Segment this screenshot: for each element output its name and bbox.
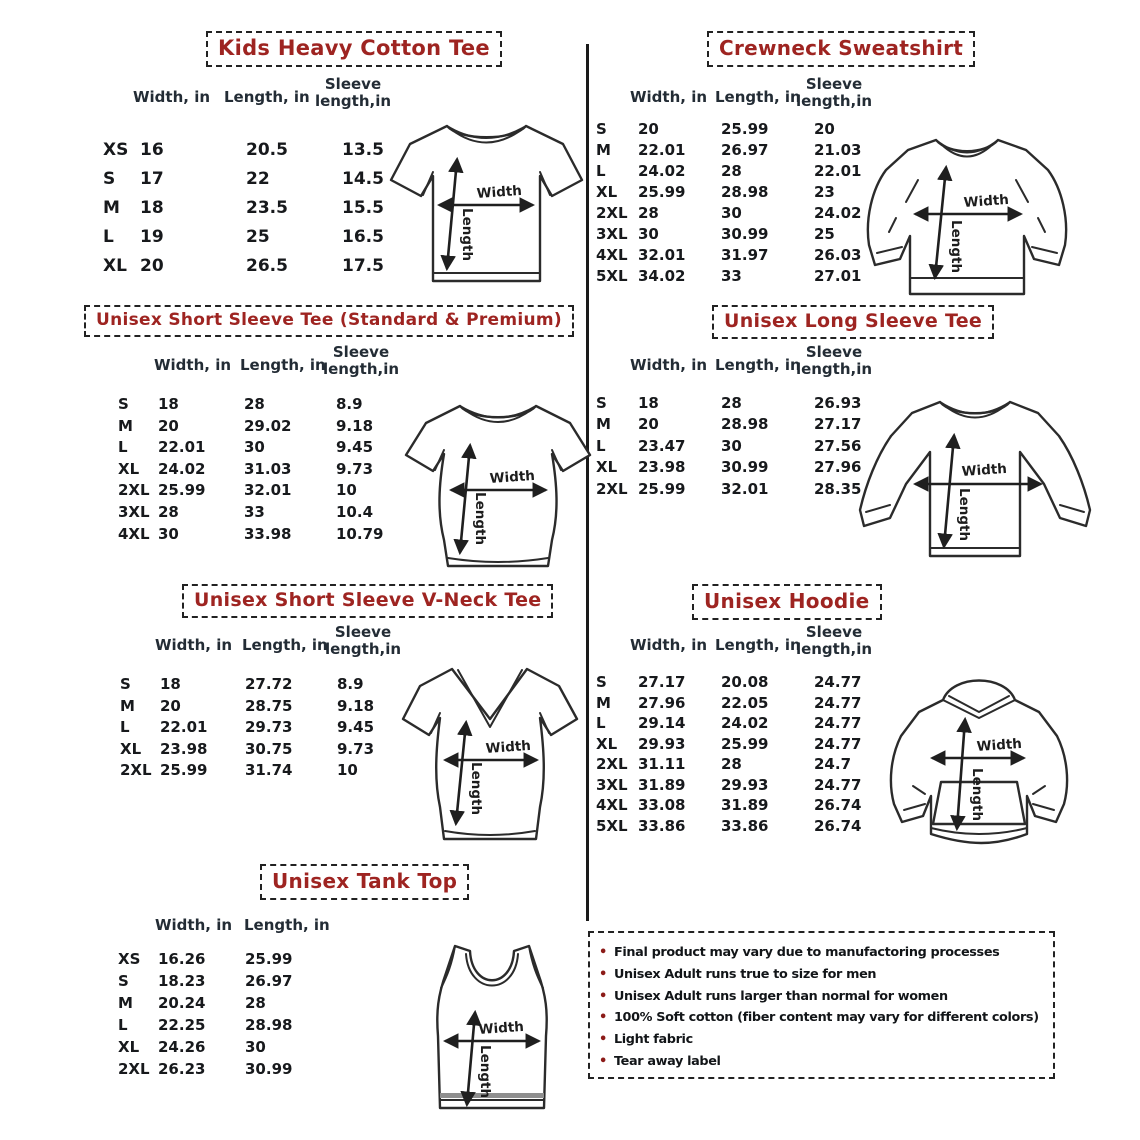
bullet-icon: •	[599, 988, 607, 1004]
bullet-icon: •	[599, 945, 607, 960]
size-label: L	[596, 714, 606, 732]
length-value: 29.02	[244, 416, 292, 435]
note-text: Unisex Adult runs true to size for men	[613, 966, 877, 982]
column-header-width: Width, in	[154, 356, 232, 374]
length-value: 32.01	[721, 479, 769, 498]
width-value: 20	[638, 120, 659, 138]
product-notes-box	[588, 931, 1055, 1079]
size-label: 2XL	[596, 755, 628, 773]
sleeve-value: 14.5	[342, 169, 384, 189]
sleeve-value: 24.77	[814, 734, 862, 753]
width-arrow-label: Width	[976, 735, 1023, 755]
width-value: 17	[140, 169, 164, 189]
width-value: 24.02	[158, 459, 206, 478]
width-value: 30	[638, 225, 659, 243]
width-arrow-label: Width	[489, 467, 536, 487]
note-item	[599, 1051, 1047, 1073]
sleeve-value: 26.93	[814, 394, 862, 412]
size-label: L	[118, 438, 128, 457]
length-value: 20.08	[721, 673, 769, 691]
sleeve-value: 17.5	[342, 256, 384, 276]
width-arrow-label: Width	[485, 737, 532, 757]
column-header-sleeve: Sleeve length,in	[795, 75, 873, 110]
width-value: 25.99	[638, 479, 686, 498]
sleeve-value: 24.77	[814, 714, 862, 732]
sleeve-value: 9.18	[336, 416, 374, 435]
width-value: 30	[158, 524, 179, 543]
length-value: 23.5	[246, 198, 288, 218]
column-header-length: Length, in	[715, 356, 801, 374]
bullet-icon: •	[599, 1032, 607, 1048]
width-arrow-label: Width	[478, 1018, 525, 1038]
length-value: 31.89	[721, 796, 769, 814]
column-header-width: Width, in	[630, 636, 708, 654]
sleeve-value: 26.03	[814, 246, 862, 264]
width-arrow-label: Width	[476, 182, 523, 202]
size-label: 4XL	[118, 524, 150, 543]
length-value: 30	[721, 436, 742, 455]
tank-top-illustration	[415, 938, 567, 1128]
length-value: 28	[244, 395, 265, 413]
bullet-icon: •	[599, 966, 607, 982]
sleeve-value: 13.5	[342, 140, 384, 160]
size-label: L	[596, 162, 606, 180]
table-title: Kids Heavy Cotton Tee	[206, 31, 502, 67]
width-value: 20	[140, 256, 164, 276]
sleeve-value: 10	[337, 761, 358, 780]
width-value: 20	[638, 415, 659, 434]
sleeve-value: 9.45	[336, 438, 374, 457]
sleeve-value: 24.7	[814, 755, 852, 773]
sleeve-value: 24.02	[814, 204, 862, 222]
column-header-length: Length, in	[242, 636, 328, 654]
size-label: S	[596, 673, 607, 691]
width-value: 33.86	[638, 816, 686, 835]
sleeve-value: 21.03	[814, 141, 862, 159]
length-value: 26.97	[245, 972, 293, 990]
sleeve-value: 8.9	[336, 395, 363, 413]
length-value: 28	[721, 755, 742, 773]
sleeve-value: 20	[814, 120, 835, 138]
length-arrow-label: Length	[472, 492, 488, 546]
sleeve-value: 27.56	[814, 436, 862, 455]
width-value: 20.24	[158, 994, 206, 1012]
length-value: 33.98	[244, 524, 292, 543]
size-label: M	[120, 696, 135, 715]
column-header-sleeve: Sleeve length,in	[795, 343, 873, 378]
length-value: 26.97	[721, 141, 769, 159]
width-value: 25.99	[638, 183, 686, 201]
table-title: Crewneck Sweatshirt	[707, 31, 975, 67]
sleeve-value: 15.5	[342, 198, 384, 218]
size-label: XL	[596, 183, 618, 201]
width-value: 25.99	[160, 761, 208, 780]
column-header-sleeve: Sleeve length,in	[324, 623, 402, 658]
sleeve-value: 26.74	[814, 796, 862, 814]
length-value: 22.05	[721, 693, 769, 712]
sleeve-value: 9.18	[337, 696, 375, 715]
size-label: S	[118, 395, 129, 413]
width-value: 18	[160, 675, 181, 693]
size-label: L	[103, 227, 114, 247]
size-label: 5XL	[596, 267, 628, 285]
sleeve-value: 25	[814, 225, 835, 243]
width-value: 27.17	[638, 673, 686, 691]
column-header-length: Length, in	[244, 916, 330, 934]
size-label: XL	[118, 1038, 140, 1056]
width-arrow-label: Width	[963, 191, 1010, 211]
size-label: 2XL	[118, 481, 150, 500]
width-value: 29.93	[638, 734, 686, 753]
bullet-icon: •	[599, 1010, 607, 1026]
length-value: 30	[245, 1038, 266, 1056]
size-table-rows	[118, 950, 337, 1082]
column-header-width: Width, in	[630, 88, 708, 106]
fitted-tee-illustration	[398, 392, 598, 574]
width-value: 29.14	[638, 714, 686, 732]
width-value: 31.11	[638, 755, 686, 773]
length-arrow-label: Length	[459, 208, 475, 262]
width-value: 23.98	[160, 739, 208, 758]
long-sleeve-tee-illustration	[850, 388, 1098, 573]
table-title: Unisex Hoodie	[692, 584, 882, 620]
length-value: 20.5	[246, 140, 288, 160]
bullet-icon: •	[599, 1053, 607, 1069]
sleeve-value: 26.74	[814, 816, 862, 835]
length-arrow-label: Length	[969, 768, 985, 822]
size-label: M	[118, 416, 133, 435]
size-label: L	[596, 436, 606, 455]
note-item	[599, 1029, 1047, 1051]
size-label: XL	[596, 458, 618, 477]
length-value: 28.98	[245, 1016, 293, 1034]
note-text: Tear away label	[613, 1053, 721, 1069]
sleeve-value: 27.01	[814, 267, 862, 285]
sleeve-value: 10	[336, 481, 357, 500]
length-value: 28.98	[721, 415, 769, 434]
width-value: 18	[158, 395, 179, 413]
width-value: 20	[158, 416, 179, 435]
table-title: Unisex Short Sleeve V-Neck Tee	[182, 584, 553, 618]
width-value: 16.26	[158, 950, 206, 968]
sleeve-value: 27.17	[814, 415, 862, 434]
sleeve-value: 28.35	[814, 479, 862, 498]
note-item	[599, 964, 1047, 986]
length-value: 28	[721, 162, 742, 180]
length-value: 28.75	[245, 696, 293, 715]
width-value: 16	[140, 140, 164, 160]
size-label: S	[120, 675, 131, 693]
note-text: Final product may vary due to manufactoring processes	[613, 945, 1000, 960]
width-value: 27.96	[638, 693, 686, 712]
length-value: 30.75	[245, 739, 293, 758]
note-item	[599, 1007, 1047, 1029]
size-label: XL	[103, 256, 127, 276]
size-table-rows	[103, 140, 412, 285]
length-value: 30.99	[721, 225, 769, 243]
length-value: 33.86	[721, 816, 769, 835]
width-value: 22.01	[638, 141, 686, 159]
length-value: 22	[246, 169, 270, 189]
column-header-width: Width, in	[630, 356, 708, 374]
sleeve-value: 9.73	[337, 739, 375, 758]
size-label: M	[596, 141, 611, 159]
width-value: 34.02	[638, 267, 686, 285]
width-value: 28	[638, 204, 659, 222]
width-value: 22.01	[160, 718, 208, 737]
width-value: 19	[140, 227, 164, 247]
width-value: 23.98	[638, 458, 686, 477]
width-value: 18	[638, 394, 659, 412]
length-value: 28	[721, 394, 742, 412]
length-value: 27.72	[245, 675, 293, 693]
width-value: 18	[140, 198, 164, 218]
column-header-sleeve: Sleeve length,in	[795, 623, 873, 658]
size-label: 3XL	[596, 225, 628, 243]
width-value: 22.01	[158, 438, 206, 457]
note-text: 100% Soft cotton (fiber content may vary for different colors)	[613, 1010, 1039, 1026]
column-header-length: Length, in	[240, 356, 326, 374]
sleeve-value: 24.77	[814, 693, 862, 712]
size-label: 5XL	[596, 816, 628, 835]
width-value: 20	[160, 696, 181, 715]
size-label: XS	[118, 950, 141, 968]
length-value: 30	[721, 204, 742, 222]
size-label: 2XL	[596, 479, 628, 498]
sleeve-value: 9.45	[337, 718, 375, 737]
size-label: M	[103, 198, 120, 218]
note-text: Light fabric	[613, 1032, 693, 1048]
width-value: 26.23	[158, 1060, 206, 1078]
sleeve-value: 9.73	[336, 459, 374, 478]
column-header-length: Length, in	[224, 88, 310, 106]
sweatshirt-illustration	[856, 122, 1076, 310]
size-label: 3XL	[118, 502, 150, 521]
width-value: 33.08	[638, 796, 686, 814]
length-value: 30	[244, 438, 265, 457]
size-label: S	[103, 169, 116, 189]
size-label: L	[118, 1016, 128, 1034]
sleeve-value: 22.01	[814, 162, 862, 180]
size-label: 2XL	[120, 761, 152, 780]
width-value: 32.01	[638, 246, 686, 264]
sleeve-value: 23	[814, 183, 835, 201]
column-header-width: Width, in	[155, 916, 233, 934]
length-arrow-label: Length	[948, 220, 964, 274]
column-header-length: Length, in	[715, 88, 801, 106]
size-label: S	[596, 120, 607, 138]
length-value: 24.02	[721, 714, 769, 732]
sleeve-value: 10.79	[336, 524, 384, 543]
length-value: 30.99	[721, 458, 769, 477]
vneck-tee-illustration	[398, 655, 583, 850]
length-value: 31.97	[721, 246, 769, 264]
note-text: Unisex Adult runs larger than normal for women	[613, 988, 948, 1004]
size-table-rows	[120, 675, 407, 783]
width-value: 22.25	[158, 1016, 206, 1034]
width-value: 18.23	[158, 972, 206, 990]
size-label: XL	[118, 459, 140, 478]
length-value: 25	[246, 227, 270, 247]
column-header-sleeve: Sleeve length,in	[322, 343, 400, 378]
length-value: 29.73	[245, 718, 293, 737]
size-label: L	[120, 718, 130, 737]
table-title: Unisex Tank Top	[260, 864, 469, 900]
size-label: XS	[103, 140, 129, 160]
length-arrow-label: Length	[956, 488, 972, 542]
width-value: 31.89	[638, 775, 686, 794]
table-title: Unisex Long Sleeve Tee	[712, 305, 994, 339]
length-value: 25.99	[721, 120, 769, 138]
width-value: 24.26	[158, 1038, 206, 1056]
size-label: 2XL	[118, 1060, 150, 1078]
size-label: M	[596, 415, 611, 434]
length-value: 30.99	[245, 1060, 293, 1078]
size-label: M	[596, 693, 611, 712]
length-value: 31.03	[244, 459, 292, 478]
size-label: 4XL	[596, 796, 628, 814]
sleeve-value: 24.77	[814, 673, 862, 691]
size-table-rows	[118, 395, 406, 546]
size-table-rows	[596, 394, 884, 501]
width-arrow-label: Width	[961, 460, 1008, 480]
sleeve-value: 8.9	[337, 675, 364, 693]
sleeve-value: 27.96	[814, 458, 862, 477]
width-value: 25.99	[158, 481, 206, 500]
sleeve-value: 16.5	[342, 227, 384, 247]
width-value: 28	[158, 502, 179, 521]
size-label: S	[596, 394, 607, 412]
hoodie-illustration	[873, 668, 1085, 864]
length-value: 29.93	[721, 775, 769, 794]
table-title: Unisex Short Sleeve Tee (Standard & Premium)	[84, 305, 574, 337]
size-label: XL	[596, 734, 618, 753]
column-header-sleeve: Sleeve length,in	[314, 75, 392, 110]
note-item	[599, 942, 1047, 964]
width-value: 23.47	[638, 436, 686, 455]
width-value: 24.02	[638, 162, 686, 180]
size-label: XL	[120, 739, 142, 758]
length-value: 25.99	[721, 734, 769, 753]
size-label: 4XL	[596, 246, 628, 264]
size-label: S	[118, 972, 129, 990]
sleeve-value: 10.4	[336, 502, 374, 521]
tshirt-illustration	[383, 110, 588, 292]
column-header-width: Width, in	[133, 88, 211, 106]
size-label: 3XL	[596, 775, 628, 794]
size-label: 2XL	[596, 204, 628, 222]
column-header-width: Width, in	[155, 636, 233, 654]
size-label: M	[118, 994, 133, 1012]
sleeve-value: 24.77	[814, 775, 862, 794]
size-table-rows	[596, 673, 884, 837]
length-value: 26.5	[246, 256, 288, 276]
length-value: 32.01	[244, 481, 292, 500]
length-arrow-label: Length	[477, 1045, 493, 1099]
size-table-rows	[596, 120, 884, 288]
length-value: 28	[245, 994, 266, 1012]
note-item	[599, 986, 1047, 1008]
length-arrow-label: Length	[468, 762, 484, 816]
length-value: 31.74	[245, 761, 293, 780]
length-value: 28.98	[721, 183, 769, 201]
column-header-length: Length, in	[715, 636, 801, 654]
length-value: 33	[244, 502, 265, 521]
length-value: 33	[721, 267, 742, 285]
length-value: 25.99	[245, 950, 293, 968]
